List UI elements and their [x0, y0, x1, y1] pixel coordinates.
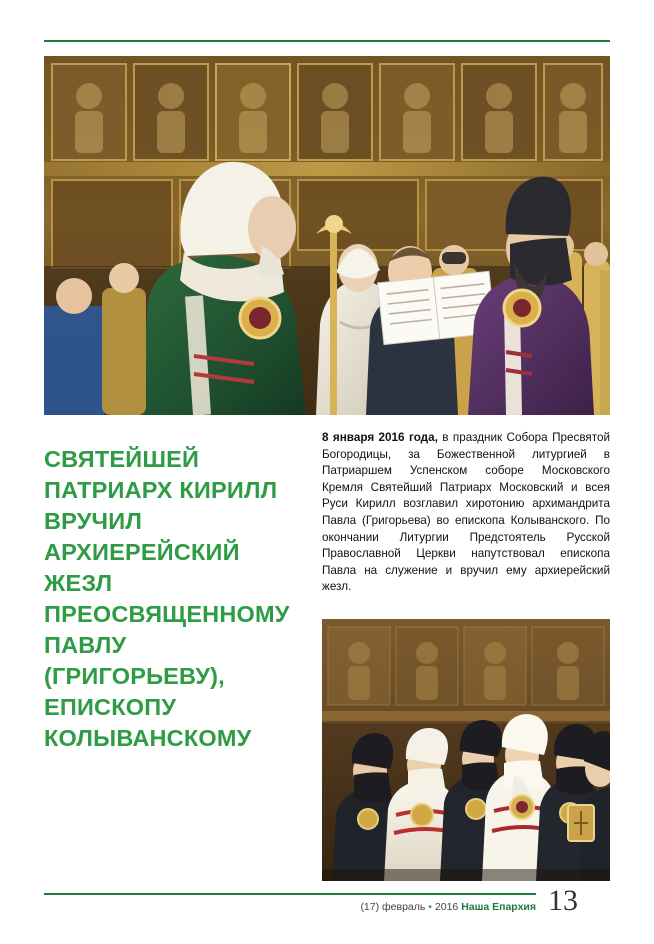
hero-photo: [44, 56, 610, 415]
footer-separator: •: [428, 901, 432, 913]
top-divider: [44, 40, 610, 42]
article-body-text: в праздник Собора Пресвятой Богородицы, за Божественной литургией в Патриаршем Успенском соборе Московского Кремля Святейший Патриарх Московский и всея Руси Кирилл возглавил хиротонию архимандрита Павла (Григорьева) во епископа Колыванского. По окончании Литургии Предстоятель Русской Православной Церкви напутствовал епископа Павла на служение и вручил ему архиерейский жезл.: [322, 431, 610, 594]
page-number: 13: [548, 884, 578, 917]
page-footer: [322, 901, 536, 913]
bottom-divider: [44, 893, 536, 895]
footer-issue: (17) февраль: [360, 901, 426, 913]
article-body: [322, 430, 610, 596]
group-photo: [322, 619, 610, 881]
article-lead-date: 8 января 2016 года,: [322, 431, 438, 444]
footer-journal-title: Наша Епархия: [461, 901, 536, 913]
article-headline: СВЯТЕЙШЕЙ ПАТРИАРХ КИРИЛЛ ВРУЧИЛ АРХИЕРЕЙСКИЙ ЖЕЗЛ ПРЕОСВЯЩЕННОМУ ПАВЛУ (ГРИГОРЬЕВУ), ЕПИСКОПУ КОЛЫВАНСКОМУ: [44, 445, 290, 751]
footer-year: 2016: [434, 901, 459, 913]
